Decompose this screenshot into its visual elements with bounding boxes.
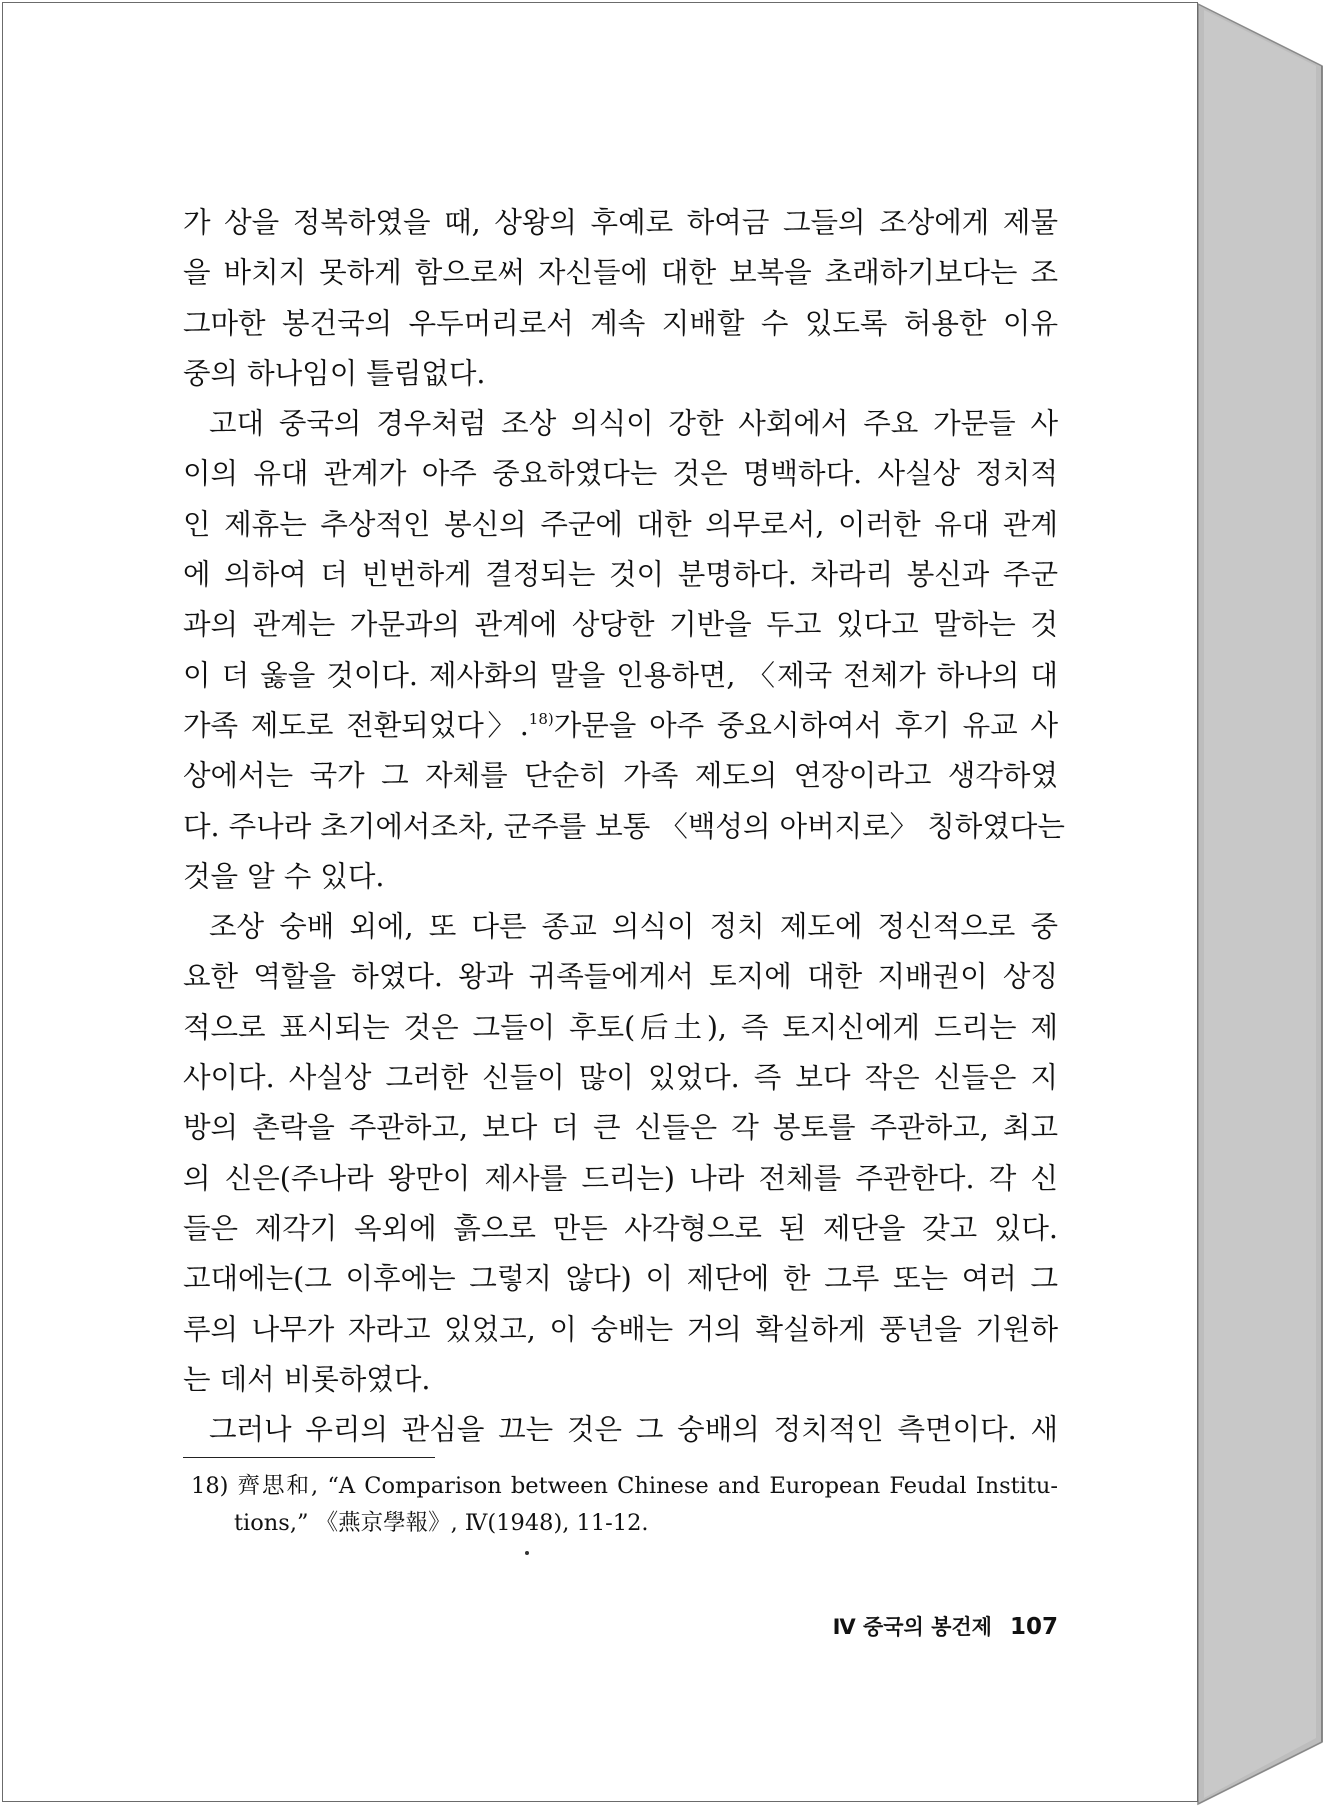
- body-line: 고대에는(그 이후에는 그렇지 않다) 이 제단에 한 그루 또는 여러 그: [183, 1262, 1058, 1296]
- footnote: [191, 1468, 1058, 1542]
- body-line: 인 제휴는 추상적인 봉신의 주군에 대한 의무로서, 이러한 유대 관계: [183, 507, 1058, 541]
- footnote-marker: 18): [528, 709, 554, 728]
- body-line: 그마한 봉건국의 우두머리로서 계속 지배할 수 있도록 허용한 이유: [183, 306, 1058, 340]
- body-line: 들은 제각기 옥외에 흙으로 만든 사각형으로 된 제단을 갖고 있다.: [183, 1211, 1058, 1245]
- body-line: 그러나 우리의 관심을 끄는 것은 그 숭배의 정치적인 측면이다. 새: [209, 1413, 1058, 1447]
- body-line: 는 데서 비롯하였다.: [183, 1362, 431, 1396]
- footnote-line: 18) 齊思和, “A Comparison between Chinese and European Feudal Institu-: [191, 1473, 1058, 1499]
- body-line: 것을 알 수 있다.: [183, 859, 385, 893]
- body-line: 이의 유대 관계가 아주 중요하였다는 것은 명백하다. 사실상 정치적: [183, 457, 1058, 491]
- body-line: 루의 나무가 자라고 있었고, 이 숭배는 거의 확실하게 풍년을 기원하: [183, 1312, 1058, 1346]
- body-line: 조상 숭배 외에, 또 다른 종교 의식이 정치 제도에 정신적으로 중: [209, 910, 1058, 944]
- body-line: 의 신은(주나라 왕만이 제사를 드리는) 나라 전체를 주관한다. 각 신: [183, 1161, 1058, 1195]
- body-text: [183, 198, 1065, 1455]
- footnote-line: tions,” 《燕京學報》, Ⅳ(1948), 11-12.: [234, 1510, 649, 1536]
- body-line: 상에서는 국가 그 자체를 단순히 가족 제도의 연장이라고 생각하였: [183, 759, 1058, 793]
- footnote-divider: [183, 1457, 435, 1458]
- body-line: 이 더 옳을 것이다. 제사화의 말을 인용하면, 〈제국 전체가 하나의 대: [183, 658, 1058, 692]
- chapter-title: Ⅳ 중국의 봉건제: [832, 1615, 992, 1639]
- body-line: 중의 하나임이 틀림없다.: [183, 356, 486, 390]
- body-line: 가 상을 정복하였을 때, 상왕의 후예로 하여금 그들의 조상에게 제물: [183, 206, 1058, 239]
- body-line: 요한 역할을 하였다. 왕과 귀족들에게서 토지에 대한 지배권이 상징: [183, 960, 1058, 994]
- body-line: 적으로 표시되는 것은 그들이 후토(后土), 즉 토지신에게 드리는 제: [183, 1010, 1058, 1044]
- body-line-end: 가문을 아주 중요시하여서 후기 유교 사: [553, 708, 1059, 742]
- body-line: 다. 주나라 초기에서조차, 군주를 보통 〈백성의 아버지로〉 칭하였다는: [183, 809, 1065, 843]
- page-speck: [525, 1551, 529, 1555]
- body-line-with-footnote-ref: [183, 701, 1058, 751]
- body-line: 과의 관계는 가문과의 관계에 상당한 기반을 두고 있다고 말하는 것: [183, 608, 1058, 642]
- body-line: 방의 촌락을 주관하고, 보다 더 큰 신들은 각 봉토를 주관하고, 최고: [183, 1111, 1058, 1145]
- body-line: 을 바치지 못하게 함으로써 자신들에 대한 보복을 초래하기보다는 조: [183, 256, 1058, 290]
- running-footer: [760, 1611, 1058, 1641]
- body-line: 사이다. 사실상 그러한 신들이 많이 있었다. 즉 보다 작은 신들은 지: [183, 1061, 1058, 1095]
- body-line: 에 의하여 더 빈번하게 결정되는 것이 분명하다. 차라리 봉신과 주군: [183, 558, 1058, 592]
- page-number: 107: [1009, 1614, 1058, 1640]
- body-line: 고대 중국의 경우처럼 조상 의식이 강한 사회에서 주요 가문들 사: [209, 407, 1058, 441]
- body-line-start: 가족 제도로 전환되었다〉.: [183, 708, 529, 742]
